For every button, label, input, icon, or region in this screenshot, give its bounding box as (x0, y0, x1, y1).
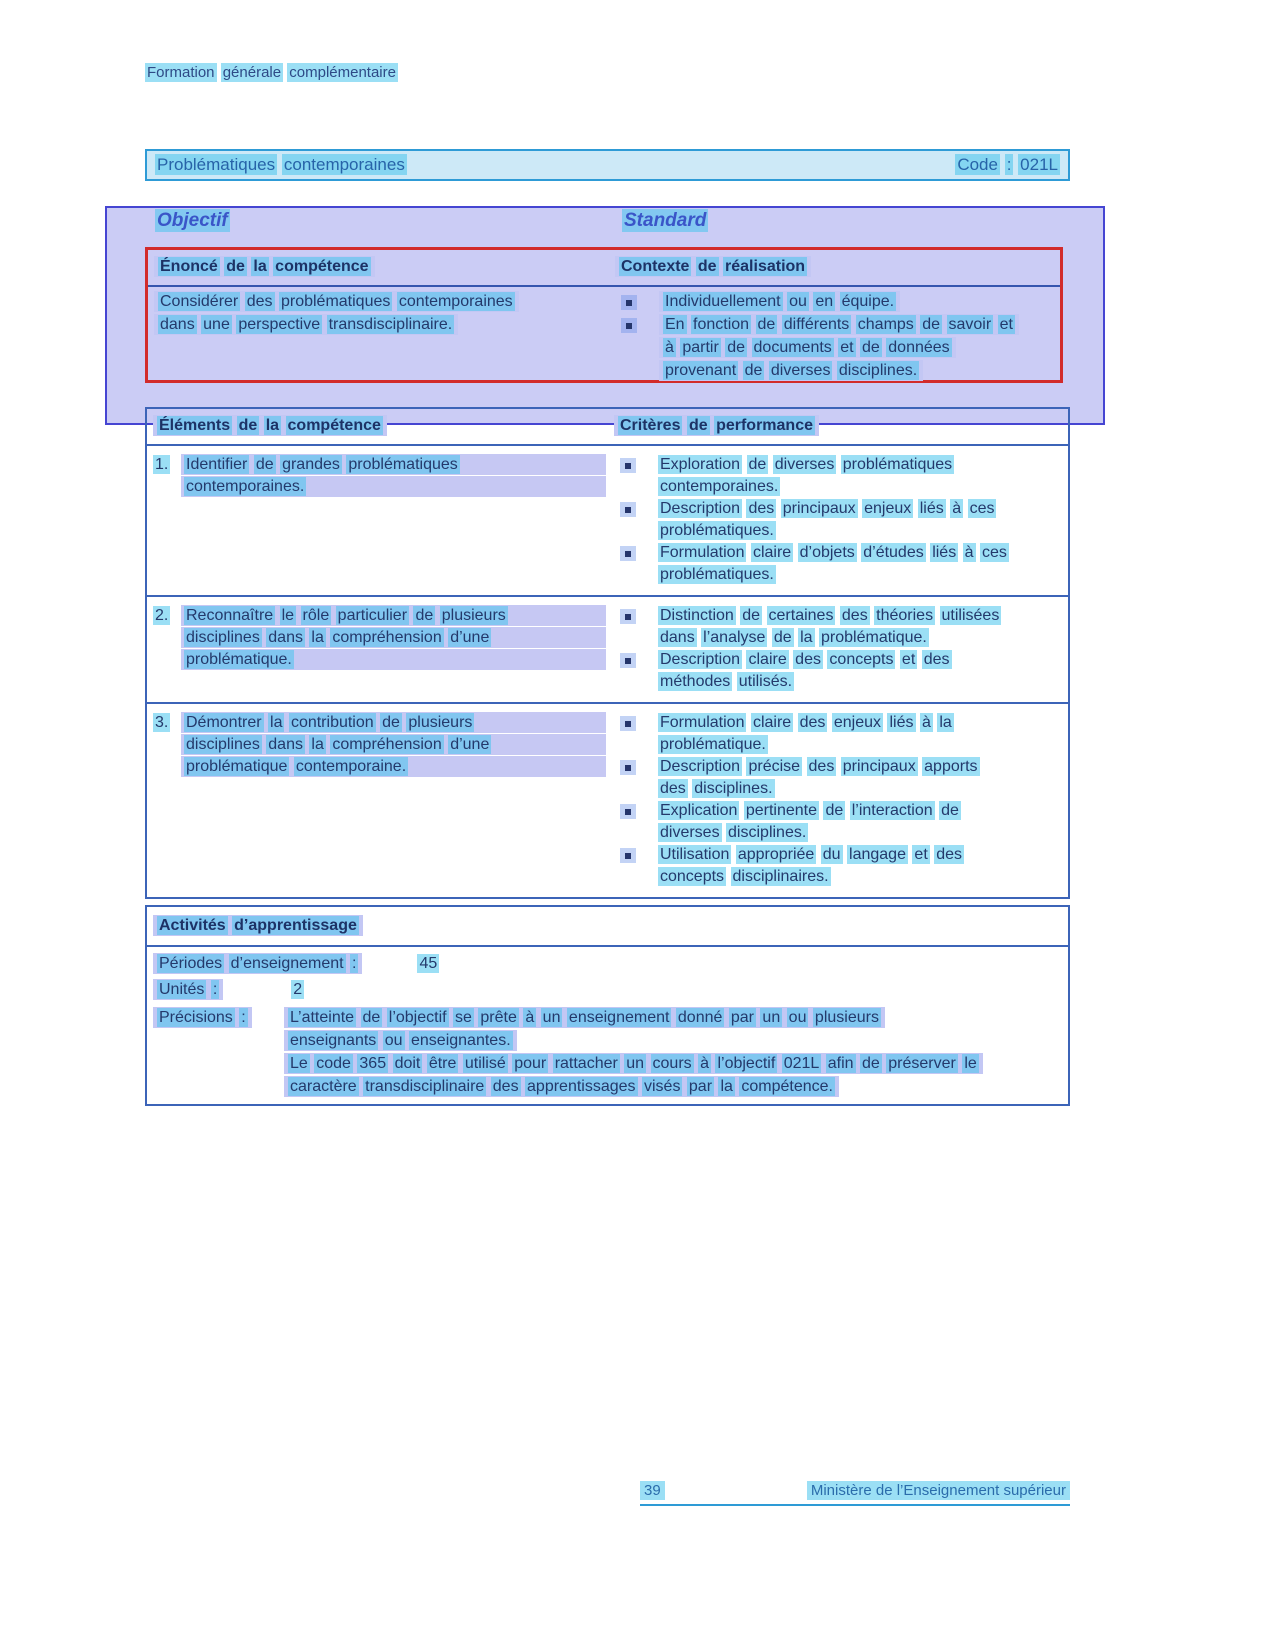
criteria-line: Formulation claire des enjeux liés à la (660, 714, 952, 731)
contexte-realisation-heading: Contexte de réalisation (615, 256, 811, 277)
list-item (614, 800, 1068, 844)
course-title: Problématiques contemporaines (157, 155, 405, 174)
bullet-icon (620, 716, 636, 731)
course-code: Code : 021L (957, 155, 1058, 174)
bullet-icon (620, 653, 636, 668)
list-item (614, 542, 1068, 586)
element-line: disciplines dans la compréhension d’une (181, 627, 606, 648)
criteria-line: Distinction de certaines des théories utilisées (660, 607, 1000, 624)
page-footer (640, 1481, 1070, 1506)
criteria-line: contemporaines. (660, 478, 779, 495)
contexte-line: En fonction de différents champs de savoir et (659, 314, 1019, 335)
precisions-line: L’atteinte de l’objectif se prête à un enseignement donné par un ou plusieurs (284, 1007, 885, 1028)
criteria-line: des disciplines. (660, 780, 773, 797)
bullet-icon (620, 546, 636, 561)
contexte-bullet-list (607, 291, 1060, 383)
table-row (147, 702, 1068, 897)
objectif-heading: Objectif (157, 210, 228, 231)
precisions-line: Le code 365 doit être utilisé pour rattacher un cours à l’objectif 021L afin de préserver le (284, 1053, 983, 1074)
element-line: contemporaines. (181, 476, 606, 497)
list-item (615, 291, 1060, 314)
contexte-line: provenant de diverses disciplines. (659, 360, 923, 381)
precisions-text (284, 1007, 1068, 1099)
bullet-icon (620, 502, 636, 517)
precisions-line: caractère transdisciplinaire des apprentissages visés par la compétence. (284, 1076, 839, 1097)
activites-title: Activités d’apprentissage (153, 915, 363, 936)
element-cell (147, 712, 606, 888)
standard-heading: Standard (624, 210, 707, 231)
enonce-body-row (148, 287, 1060, 383)
list-item (615, 314, 1060, 383)
criteria-cell (606, 454, 1068, 586)
precisions-row (153, 1007, 1068, 1099)
enonce-competence-heading: Énoncé de la compétence (154, 256, 375, 277)
element-number: 2. (155, 607, 169, 624)
element-line: Démontrer la contribution de plusieurs (181, 712, 606, 733)
element-number: 1. (155, 456, 169, 473)
table-row (147, 446, 1068, 595)
unites-value: 2 (293, 981, 303, 998)
competence-line: Considérer des problématiques contemporaines (154, 291, 519, 312)
element-line: Identifier de grandes problématiques (181, 454, 606, 475)
bullet-icon (620, 609, 636, 624)
document-header (145, 64, 398, 81)
criteria-line: méthodes utilisés. (660, 673, 793, 690)
criteria-line: Description précise des principaux apports (660, 758, 978, 775)
bullet-icon (620, 458, 636, 473)
enonce-competence-box (145, 247, 1063, 383)
criteria-line: Explication pertinente de l’interaction de (660, 802, 959, 819)
criteria-line: Utilisation appropriée du langage et des (660, 846, 963, 863)
periodes-label: Périodes d’enseignement : (153, 953, 362, 974)
document-category-label: Formation générale complémentaire (147, 64, 396, 81)
criteria-line: problématique. (660, 736, 766, 753)
table-row (147, 595, 1068, 702)
element-cell (147, 454, 606, 586)
element-number: 3. (155, 714, 169, 731)
element-cell (147, 605, 606, 693)
criteria-line: Exploration de diverses problématiques (660, 456, 953, 473)
unites-row (153, 979, 1068, 1005)
criteria-line: Description claire des concepts et des (660, 651, 950, 668)
bullet-icon (620, 804, 636, 819)
contexte-line: à partir de documents et de données (659, 337, 956, 358)
contexte-line: Individuellement ou en équipe. (659, 291, 900, 312)
activites-body (147, 947, 1068, 1099)
criteria-line: Description des principaux enjeux liés à ces (660, 500, 995, 517)
table-header-row (147, 409, 1068, 446)
enonce-header-row (148, 250, 1060, 287)
activites-header (147, 907, 1068, 947)
competence-statement (148, 291, 607, 383)
bullet-icon (621, 295, 637, 310)
list-item (614, 649, 1068, 693)
criteria-line: diverses disciplines. (660, 824, 807, 841)
list-item (614, 712, 1068, 756)
criteria-line: dans l’analyse de la problématique. (660, 629, 927, 646)
precisions-label: Précisions : (153, 1007, 252, 1028)
criteria-line: problématiques. (660, 566, 774, 583)
list-item (614, 498, 1068, 542)
periodes-row (153, 953, 1068, 979)
criteria-line: problématiques. (660, 522, 774, 539)
ministry-name: Ministère de l’Enseignement supérieur (807, 1481, 1070, 1500)
activites-apprentissage-box (145, 905, 1070, 1106)
criteria-line: Formulation claire d’objets d’études liés à ces (660, 544, 1007, 561)
elements-competence-heading: Éléments de la compétence (153, 415, 387, 436)
elements-criteres-table (145, 407, 1070, 899)
competence-line: dans une perspective transdisciplinaire. (154, 314, 458, 335)
bullet-icon (620, 760, 636, 775)
criteria-cell (606, 712, 1068, 888)
criteres-performance-heading: Critères de performance (614, 415, 819, 436)
unites-label: Unités : (153, 979, 223, 1000)
element-line: problématique. (181, 649, 606, 670)
bullet-icon (621, 318, 637, 333)
element-line: Reconnaître le rôle particulier de plusieurs (181, 605, 606, 626)
page-number: 39 (640, 1481, 665, 1500)
list-item (614, 605, 1068, 649)
element-line: problématique contemporaine. (181, 756, 606, 777)
precisions-line: enseignants ou enseignantes. (284, 1030, 517, 1051)
list-item (614, 756, 1068, 800)
criteria-line: concepts disciplinaires. (660, 868, 829, 885)
list-item (614, 844, 1068, 888)
bullet-icon (620, 848, 636, 863)
element-line: disciplines dans la compréhension d’une (181, 734, 606, 755)
list-item (614, 454, 1068, 498)
periodes-value: 45 (419, 955, 438, 972)
title-bar (145, 149, 1070, 181)
criteria-cell (606, 605, 1068, 693)
